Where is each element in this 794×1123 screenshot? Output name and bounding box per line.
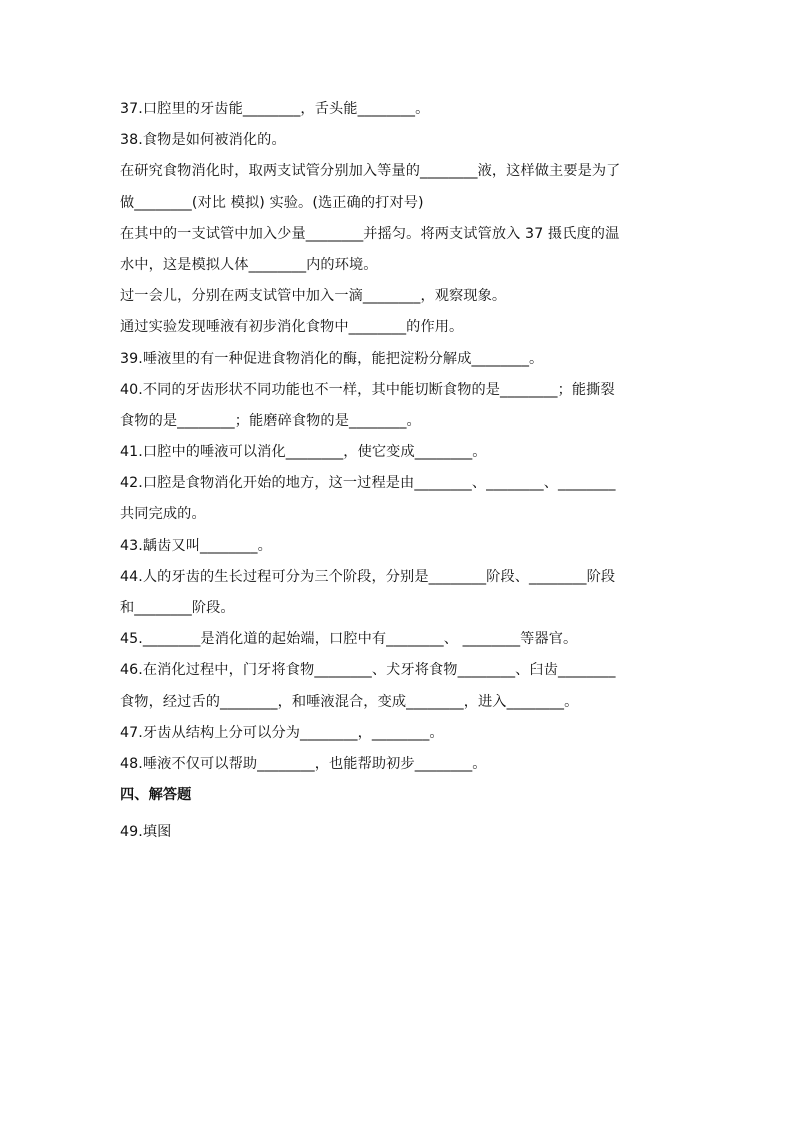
q40-line-2: 食物的是________；能磨碎食物的是________。 — [120, 412, 421, 429]
q39-line: 39.唾液里的有一种促进食物消化的酶，能把淀粉分解成________。 — [120, 350, 544, 367]
q38-line-6: 通过实验发现唾液有初步消化食物中________的作用。 — [120, 319, 464, 336]
q47-line: 47.牙齿从结构上分可以分为________，________。 — [120, 724, 444, 741]
q45-line: 45.________是消化道的起始端，口腔中有________、 ________等器官。 — [120, 631, 578, 648]
q48-line: 48.唾液不仅可以帮助________，也能帮助初步________。 — [120, 755, 487, 772]
q46-line-1: 46.在消化过程中，门牙将食物________、犬牙将食物________、臼齿________ — [120, 662, 616, 679]
q37-line: 37.口腔里的牙齿能________，舌头能________。 — [120, 101, 430, 117]
q44-line-1: 44.人的牙齿的生长过程可分为三个阶段，分别是________阶段、________阶段 — [120, 568, 616, 585]
q42-line-2: 共同完成的。 — [120, 506, 206, 523]
q43-line: 43.龋齿又叫________。 — [120, 537, 272, 554]
q42-line-1: 42.口腔是食物消化开始的地方，这一过程是由________、________、________ — [120, 475, 616, 492]
q46-line-2: 食物，经过舌的________，和唾液混合，变成________，进入________。 — [120, 693, 579, 710]
q49-line: 49.填图 — [120, 824, 172, 841]
section-heading: 四、解答题 — [120, 787, 192, 804]
q41-line: 41.口腔中的唾液可以消化________，使它变成________。 — [120, 444, 487, 461]
q40-line-1: 40.不同的牙齿形状不同功能也不一样，其中能切断食物的是________；能撕裂 — [120, 381, 615, 398]
q38-line-3: 在其中的一支试管中加入少量________并摇匀。将两支试管放入 37 摄氏度的温 — [120, 225, 620, 242]
q44-line-2: 和________阶段。 — [120, 600, 235, 616]
q38-line-4: 水中，这是模拟人体________内的环境。 — [120, 256, 378, 273]
q38-line-5: 过一会儿，分别在两支试管中加入一滴________，观察现象。 — [120, 288, 507, 305]
q38-title: 38.食物是如何被消化的。 — [120, 132, 286, 149]
q38-line-1: 在研究食物消化时，取两支试管分别加入等量的________液，这样做主要是为了 — [120, 163, 621, 180]
worksheet-page — [120, 94, 680, 849]
q38-line-2: 做________(对比 模拟) 实验。(选正确的打对号) — [120, 194, 424, 211]
